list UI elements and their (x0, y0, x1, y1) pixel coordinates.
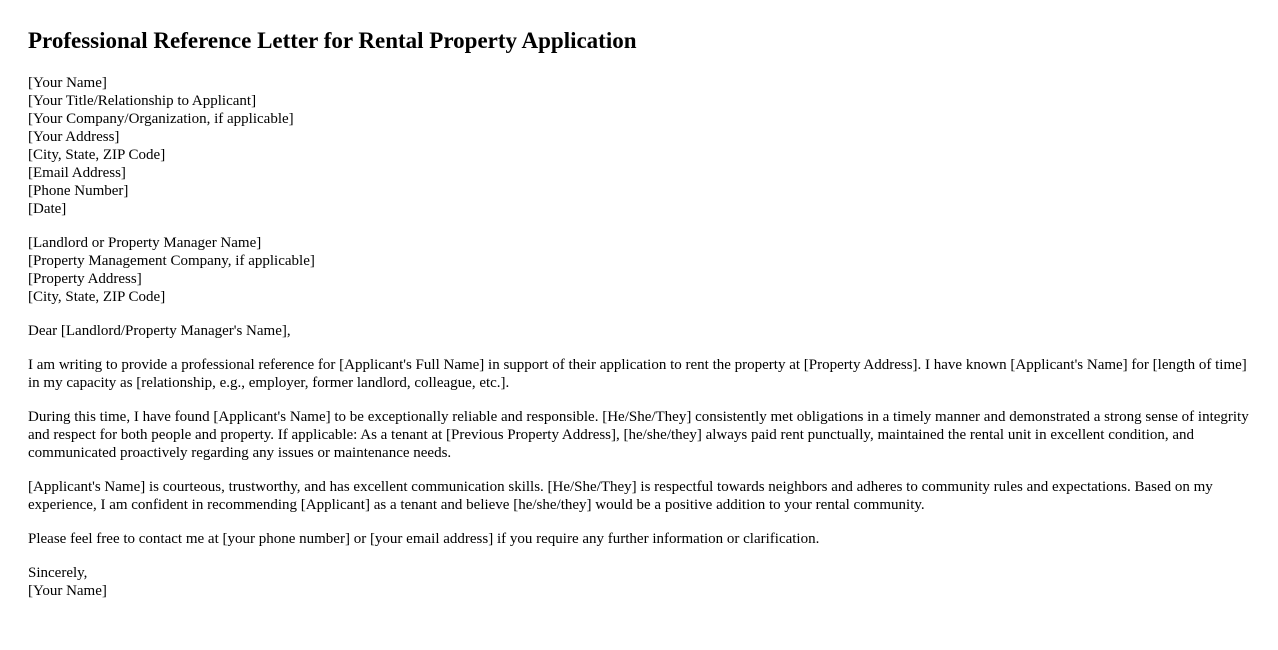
recipient-block (28, 234, 1250, 306)
sender-title: [Your Title/Relationship to Applicant] (28, 93, 257, 109)
letter-date: [Date] (28, 201, 67, 217)
salutation: Dear [Landlord/Property Manager's Name], (28, 323, 291, 339)
recipient-name: [Landlord or Property Manager Name] (28, 235, 262, 251)
sender-name: [Your Name] (28, 75, 107, 91)
recipient-city-state-zip: [City, State, ZIP Code] (28, 289, 166, 305)
body-paragraph-intro: I am writing to provide a professional reference for [Applicant's Full Name] in support of their application to rent the property at [Property Address]. I have known [Applicant's Name] for [length of time] in my capacity as [relationship, e.g., employer, former landlord, colleague, etc.]. (28, 357, 1247, 391)
closing: Sincerely, (28, 565, 88, 581)
body-paragraph-reliability: During this time, I have found [Applicant's Name] to be exceptionally reliable and responsible. [He/She/They] consistently met obligations in a timely manner and demonstrated a strong sense of integrity and respect for both people and property. If applicable: As a tenant at [Previous Property Address], [he/she/they] always paid rent punctually, maintained the rental unit in excellent condition, and communicated proactively regarding any issues or maintenance needs. (28, 409, 1249, 461)
sender-city-state-zip: [City, State, ZIP Code] (28, 147, 166, 163)
sender-block (28, 74, 1250, 218)
signoff-block (28, 564, 1250, 600)
sender-company: [Your Company/Organization, if applicable] (28, 111, 294, 127)
sender-address: [Your Address] (28, 129, 120, 145)
body-paragraph-character: [Applicant's Name] is courteous, trustworthy, and has excellent communication skills. [He/She/They] is respectful towards neighbors and adheres to community rules and expectations. Based on my experience, I am confident in recommending [Applicant] as a tenant and believe [he/she/they] would be a positive addition to your rental community. (28, 479, 1213, 513)
body-paragraph-contact: Please feel free to contact me at [your phone number] or [your email address] if you require any further information or clarification. (28, 531, 820, 547)
recipient-company: [Property Management Company, if applicable] (28, 253, 315, 269)
signature: [Your Name] (28, 583, 107, 599)
page-title: Professional Reference Letter for Rental Property Application (28, 28, 637, 53)
recipient-address: [Property Address] (28, 271, 142, 287)
sender-email: [Email Address] (28, 165, 126, 181)
sender-phone: [Phone Number] (28, 183, 129, 199)
